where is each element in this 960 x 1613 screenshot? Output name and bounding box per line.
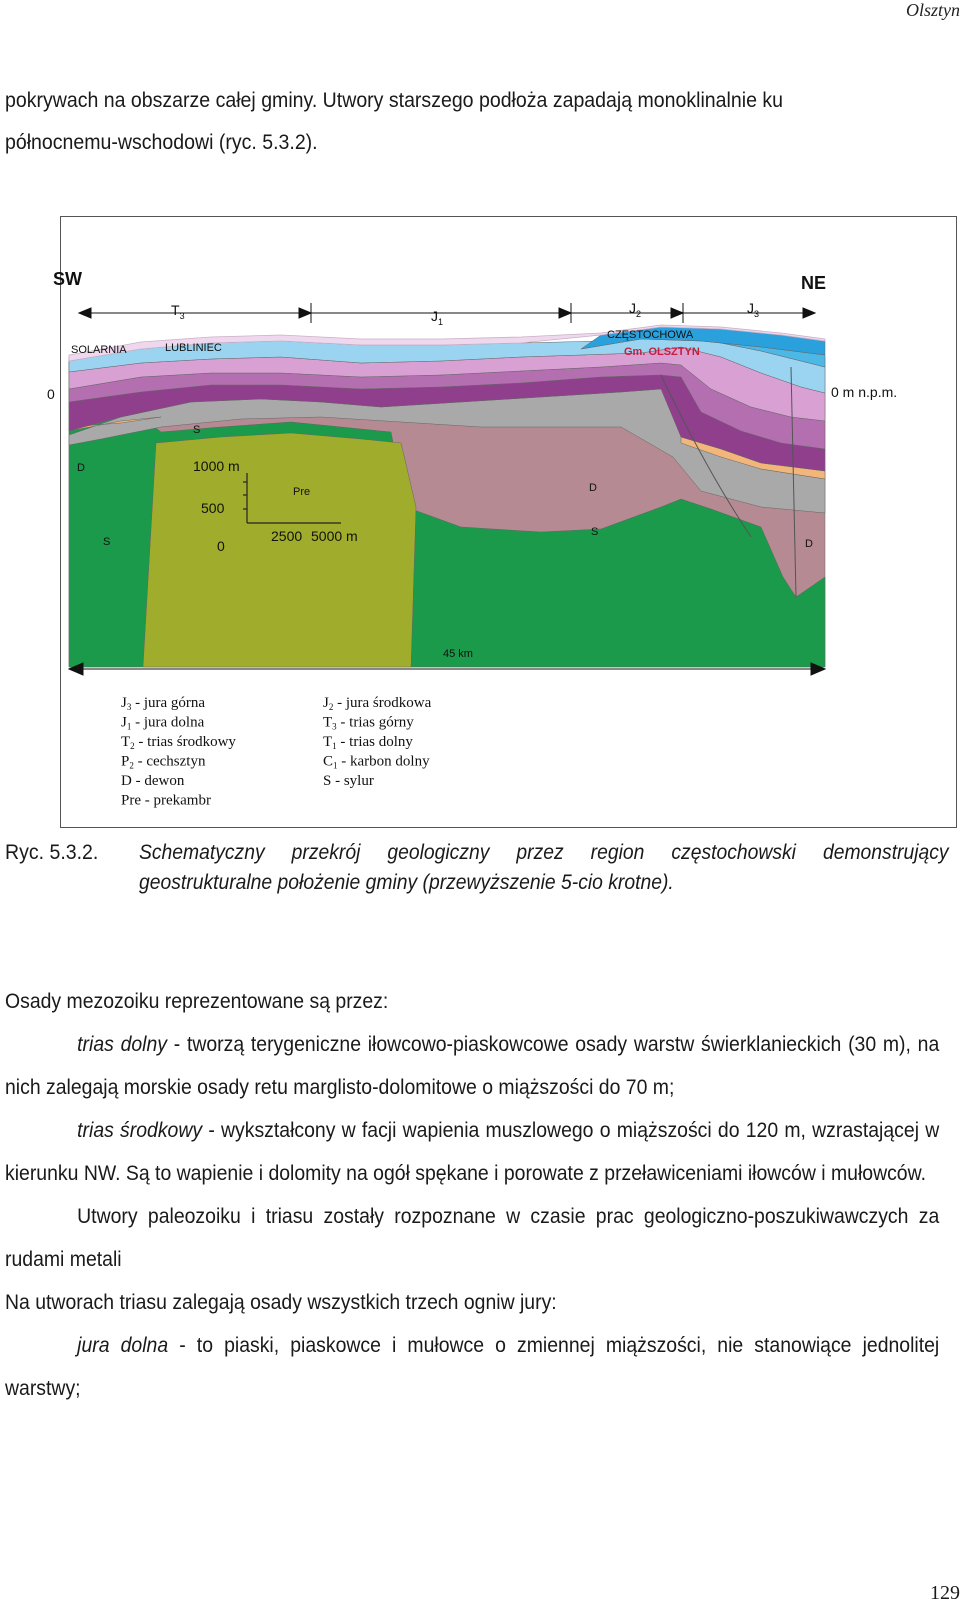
legend-entry: $J_2$ - jura środkowa: [323, 695, 432, 712]
prekambr-layer: [143, 433, 416, 667]
solarnia-label: SOLARNIA: [71, 344, 127, 356]
caption-text: Schematyczny przekrój geologiczny przez region częstochowski demonstrujący geostrukturalne położenie gminy (przewyższenie 5-cio krotne).: [139, 841, 949, 894]
paragraph: Osady mezozoiku reprezentowane są przez:: [5, 990, 389, 1013]
legend-entry: $P_2$ - cechsztyn: [121, 753, 206, 771]
scale-2500-label: 2500: [271, 528, 303, 544]
s-label: S: [193, 424, 201, 436]
sw-label: SW: [53, 269, 82, 289]
j1-label: $J_1$: [431, 308, 444, 327]
paragraph: Utwory paleozoiku i triasu zostały rozpoznane w czasie prac geologiczno-poszukiwawczych za rudami metali: [5, 1205, 940, 1271]
term: trias środkowy: [77, 1119, 203, 1142]
legend-entry: $J_1$ - jura dolna: [121, 714, 205, 732]
term: trias dolny: [77, 1033, 168, 1056]
d-label: D: [589, 482, 597, 494]
gm-olsztyn-label: Gm. OLSZTYN: [624, 346, 700, 358]
scale-0-label: 0: [217, 538, 225, 554]
geological-cross-section-figure: [47, 216, 957, 828]
term: jura dolna: [77, 1334, 169, 1357]
t3-extent-arrow: [79, 303, 311, 323]
legend-entry: Pre - prekambr: [121, 792, 211, 809]
body-text: [5, 980, 939, 1410]
s-label: S: [103, 536, 111, 548]
czestochowa-label: CZĘSTOCHOWA: [607, 329, 694, 341]
sea-level-label: 0 m n.p.m.: [831, 384, 898, 400]
legend-entry: $T_3$ - trias górny: [323, 714, 414, 732]
paragraph: jura dolna - to piaski, piaskowce i mułowce o zmiennej miąższości, nie stanowiące jednolitej warstwy;: [5, 1334, 940, 1400]
legend-entry: S - sylur: [323, 773, 374, 789]
j2-label: $J_2$: [629, 300, 642, 319]
ne-label: NE: [801, 273, 827, 293]
j3-label: $J_3$: [747, 300, 760, 319]
scale-500-label: 500: [201, 500, 225, 516]
d-label: D: [77, 462, 85, 474]
scale-1000-label: 1000 m: [193, 458, 240, 474]
legend-left: [121, 695, 236, 809]
paragraph: Na utworach triasu zalegają osady wszystkich trzech ogniw jury:: [5, 1291, 557, 1314]
distance-label: 45 km: [443, 648, 473, 660]
cross-section-svg: [47, 217, 956, 827]
d-label: D: [805, 538, 813, 550]
legend-entry: $C_1$ - karbon dolny: [323, 753, 430, 771]
caption-label: Ryc. 5.3.2.: [5, 841, 99, 864]
legend-entry: D - dewon: [121, 773, 185, 789]
lubliniec-label: LUBLINIEC: [165, 342, 222, 354]
t3-label: $T_3$: [171, 302, 185, 321]
legend-entry: $T_1$ - trias dolny: [323, 734, 413, 751]
paragraph: trias dolny - tworzą terygeniczne iłowcowo-piaskowcowe osady warstw świerklanieckich (30 m), na nich zalegają morskie osady retu marglisto-dolomitowe o miąższości do 70 m;: [5, 1033, 940, 1099]
s-label: S: [591, 526, 599, 538]
pre-label: Pre: [293, 486, 311, 498]
scale-5000-label: 5000 m: [311, 528, 358, 544]
running-header: Olsztyn: [906, 0, 960, 20]
legend-right: [323, 695, 432, 789]
paragraph: trias środkowy - wykształcony w facji wapienia muszlowego o miąższości do 120 m, wzrastającej w kierunku NW. Są to wapienie i dolomity na ogół spękane i porowate z przeławiceniami iłowców i mułowców.: [5, 1119, 940, 1185]
page-number: 129: [930, 1582, 960, 1604]
zero-label: 0: [47, 386, 55, 402]
intro-paragraph: pokrywach na obszarze całej gminy. Utwory starszego podłoża zapadają monoklinalnie ku północnemu-wschodowi (ryc. 5.3.2).: [5, 89, 783, 154]
j2-extent-arrow: [571, 303, 683, 323]
legend-entry: $J_3$ - jura górna: [121, 695, 206, 712]
legend-entry: $T_2$ - trias środkowy: [121, 734, 236, 751]
